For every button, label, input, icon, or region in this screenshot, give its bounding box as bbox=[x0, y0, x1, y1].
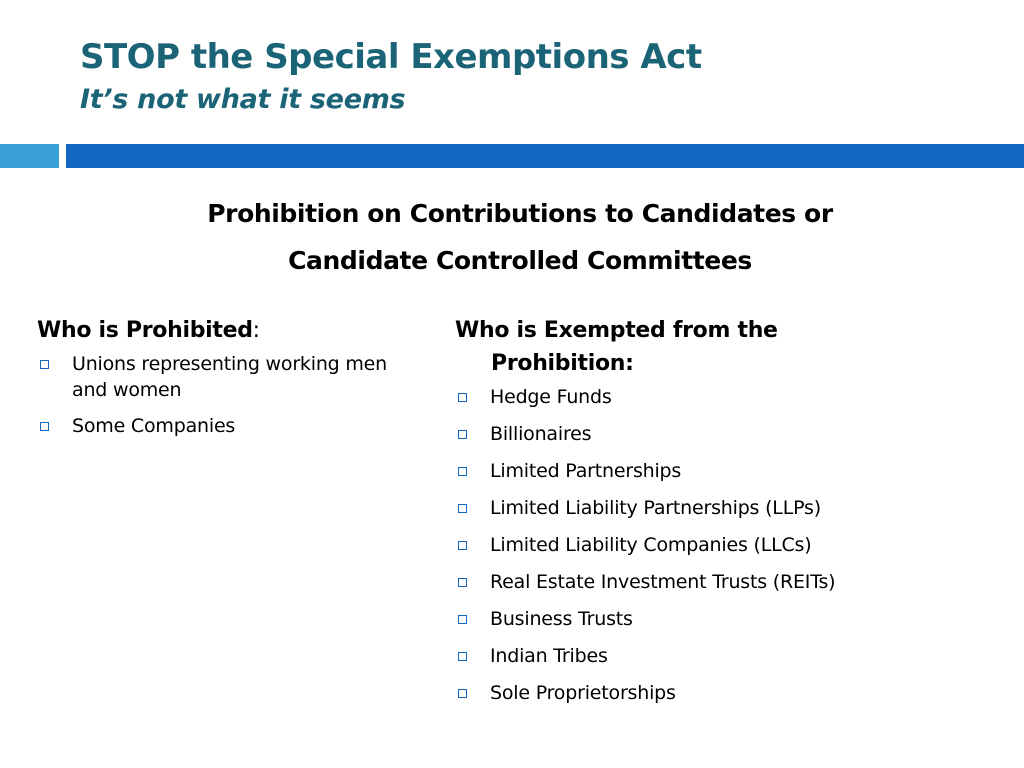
slide-title: STOP the Special Exemptions Act bbox=[80, 37, 702, 77]
list-item bbox=[37, 413, 417, 439]
square-bullet-icon bbox=[40, 422, 49, 431]
list-item-text: Limited Liability Partnerships (LLPs) bbox=[490, 497, 821, 519]
list-item bbox=[455, 384, 1005, 411]
square-bullet-icon bbox=[458, 541, 467, 550]
title-rule-accent bbox=[0, 144, 59, 168]
list-item bbox=[455, 495, 1005, 522]
list-item-text: Business Trusts bbox=[490, 608, 633, 630]
left-column bbox=[37, 314, 417, 449]
square-bullet-icon bbox=[40, 360, 49, 369]
prohibited-list bbox=[37, 351, 417, 439]
title-block bbox=[80, 34, 1010, 120]
square-bullet-icon bbox=[458, 504, 467, 513]
section-heading-line-1: Prohibition on Contributions to Candidates or bbox=[207, 199, 833, 228]
section-heading-line-2: Candidate Controlled Committees bbox=[288, 246, 752, 275]
square-bullet-icon bbox=[458, 615, 467, 624]
list-item-text: Indian Tribes bbox=[490, 645, 608, 667]
right-column bbox=[455, 314, 1005, 717]
list-item-text: Sole Proprietorships bbox=[490, 682, 676, 704]
list-item bbox=[455, 421, 1005, 448]
square-bullet-icon bbox=[458, 393, 467, 402]
left-column-heading-text: Who is Prohibited bbox=[37, 318, 253, 343]
list-item bbox=[37, 351, 417, 403]
title-rule-bar bbox=[66, 144, 1024, 168]
square-bullet-icon bbox=[458, 689, 467, 698]
list-item-text: Billionaires bbox=[490, 423, 592, 445]
square-bullet-icon bbox=[458, 467, 467, 476]
right-column-heading-line-1: Who is Exempted from the bbox=[455, 318, 778, 343]
right-column-heading bbox=[455, 314, 1005, 380]
left-column-heading-colon: : bbox=[252, 318, 260, 343]
list-item bbox=[455, 643, 1005, 670]
list-item-text: Unions representing working men and women bbox=[72, 353, 388, 401]
exempted-list bbox=[455, 384, 1005, 707]
slide-subtitle: It’s not what it seems bbox=[80, 84, 406, 115]
list-item-text: Hedge Funds bbox=[490, 386, 612, 408]
list-item-text: Real Estate Investment Trusts (REITs) bbox=[490, 571, 836, 593]
square-bullet-icon bbox=[458, 578, 467, 587]
list-item-text: Limited Liability Companies (LLCs) bbox=[490, 534, 812, 556]
list-item bbox=[455, 606, 1005, 633]
section-heading bbox=[100, 190, 940, 284]
list-item bbox=[455, 680, 1005, 707]
list-item bbox=[455, 458, 1005, 485]
list-item-text: Some Companies bbox=[72, 415, 236, 437]
square-bullet-icon bbox=[458, 652, 467, 661]
right-column-heading-line-2: Prohibition: bbox=[491, 351, 634, 376]
left-column-heading bbox=[37, 314, 417, 347]
list-item bbox=[455, 532, 1005, 559]
list-item bbox=[455, 569, 1005, 596]
list-item-text: Limited Partnerships bbox=[490, 460, 682, 482]
square-bullet-icon bbox=[458, 430, 467, 439]
